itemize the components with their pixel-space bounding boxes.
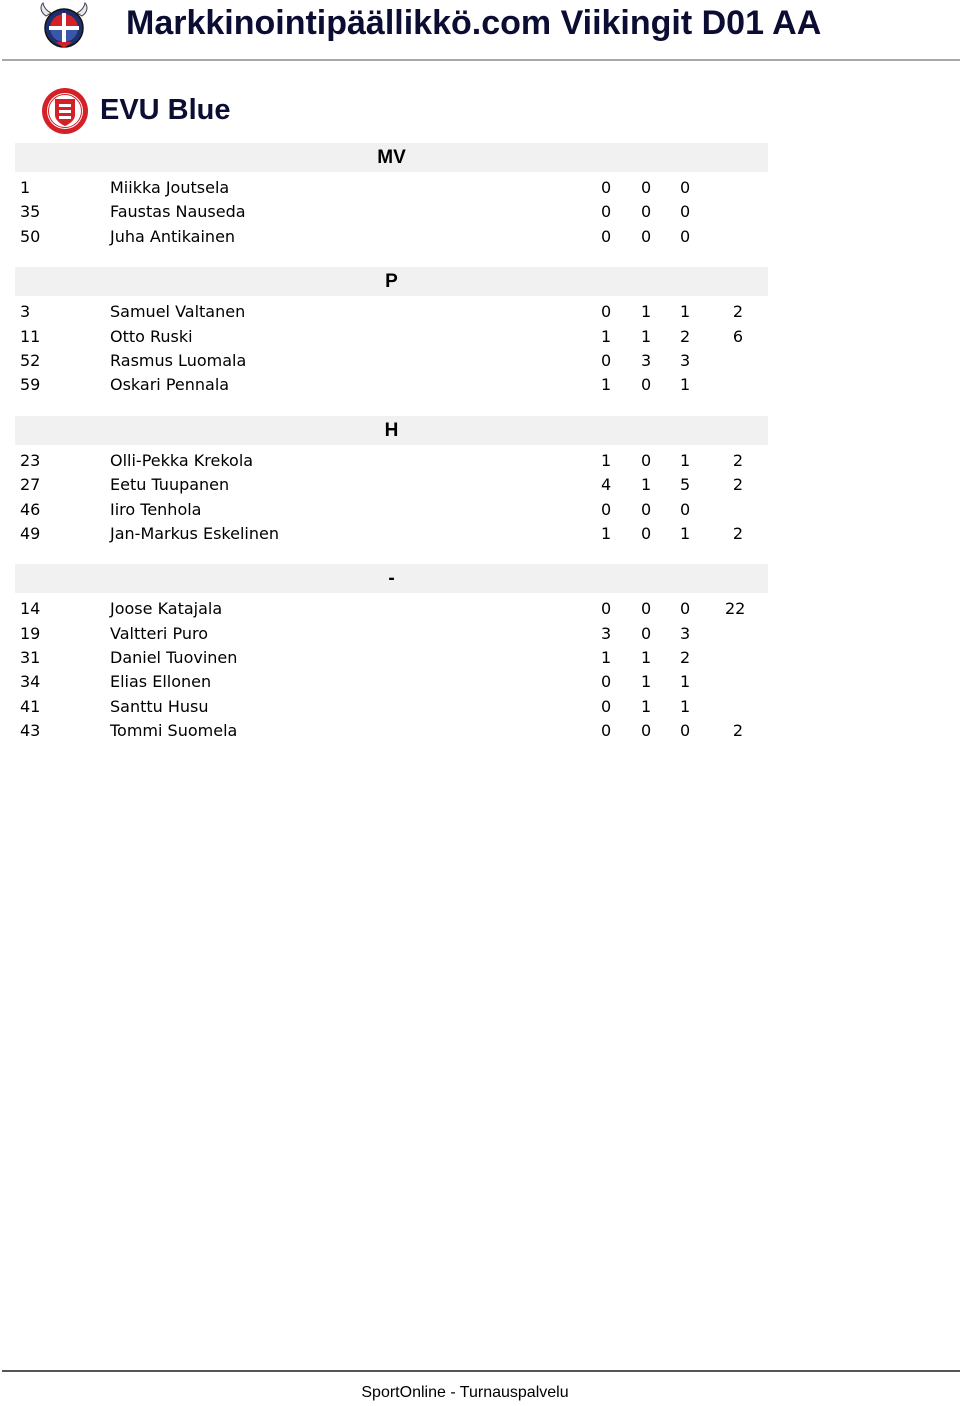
evu-crest-icon	[40, 86, 90, 136]
footer-text: SportOnline - Turnauspalvelu	[361, 1384, 569, 1401]
stat-3: 0	[680, 499, 691, 519]
player-number: 49	[20, 523, 41, 543]
stat-1: 1	[601, 326, 612, 346]
player-row	[15, 646, 768, 670]
stat-4: 2	[732, 721, 743, 741]
player-row	[15, 300, 768, 324]
group-label: P	[385, 271, 398, 293]
page-title: Markkinointipäällikkö.com Viikingit D01 AA	[126, 4, 822, 42]
stat-3: 0	[680, 178, 691, 197]
player-number: 31	[20, 648, 41, 668]
player-row	[15, 325, 768, 349]
player-row	[15, 200, 768, 224]
roster-table	[15, 143, 768, 762]
player-name: Joose Katajala	[110, 599, 223, 619]
stat-3: 1	[680, 302, 691, 322]
stat-4: 2	[732, 450, 743, 470]
player-row	[15, 373, 768, 397]
player-number: 41	[20, 696, 41, 716]
position-group	[15, 267, 768, 398]
player-row	[15, 670, 768, 694]
stat-3: 1	[680, 523, 691, 543]
player-row	[15, 695, 768, 719]
page-header	[0, 0, 960, 62]
stat-2: 3	[641, 350, 652, 370]
position-group	[15, 416, 768, 547]
player-name: Jan-Markus Eskelinen	[110, 523, 279, 543]
player-name: Juha Antikainen	[110, 226, 236, 246]
stat-3: 0	[680, 721, 691, 741]
stat-3: 2	[680, 648, 691, 668]
player-row	[15, 719, 768, 743]
player-row	[15, 498, 768, 522]
stat-4: 2	[732, 475, 743, 495]
stat-1: 3	[601, 623, 612, 643]
player-name: Tommi Suomela	[110, 721, 238, 741]
group-header	[15, 267, 768, 296]
stat-2: 0	[641, 599, 652, 619]
stat-2: 1	[641, 326, 652, 346]
stat-2: 1	[641, 672, 652, 692]
stat-3: 1	[680, 450, 691, 470]
stat-1: 0	[601, 178, 612, 197]
stat-2: 1	[641, 696, 652, 716]
stat-3: 5	[680, 475, 691, 495]
player-row	[15, 176, 768, 200]
stat-3: 0	[680, 226, 691, 246]
stat-2: 1	[641, 648, 652, 668]
position-group	[15, 564, 768, 743]
stat-2: 0	[641, 523, 652, 543]
stat-2: 1	[641, 475, 652, 495]
player-name: Eetu Tuupanen	[110, 475, 230, 495]
stat-4: 22	[725, 599, 746, 619]
stat-1: 0	[601, 350, 612, 370]
stat-4: 2	[732, 523, 743, 543]
stat-2: 0	[641, 499, 652, 519]
stat-1: 1	[601, 375, 612, 395]
viking-helmet-shield-icon	[38, 2, 90, 50]
group-label: H	[384, 419, 399, 441]
player-number: 1	[20, 178, 31, 197]
stat-1: 0	[601, 499, 612, 519]
stat-1: 1	[601, 523, 612, 543]
group-label: -	[388, 568, 395, 590]
player-name: Elias Ellonen	[110, 672, 212, 692]
player-name: Valtteri Puro	[110, 623, 208, 643]
stat-2: 0	[641, 721, 652, 741]
player-row	[15, 225, 768, 249]
stat-3: 1	[680, 672, 691, 692]
header-divider	[2, 59, 960, 61]
player-name: Iiro Tenhola	[110, 499, 202, 519]
player-name: Faustas Nauseda	[110, 202, 246, 222]
stat-1: 4	[601, 475, 612, 495]
stat-2: 0	[641, 375, 652, 395]
player-number: 59	[20, 375, 41, 395]
player-number: 14	[20, 599, 41, 619]
player-row	[15, 349, 768, 373]
group-header	[15, 564, 768, 593]
player-number: 19	[20, 623, 41, 643]
stat-1: 0	[601, 672, 612, 692]
player-row	[15, 522, 768, 546]
stat-1: 0	[601, 202, 612, 222]
player-number: 27	[20, 475, 41, 495]
stat-1: 0	[601, 302, 612, 322]
stat-3: 1	[680, 375, 691, 395]
player-row	[15, 449, 768, 473]
stat-1: 0	[601, 721, 612, 741]
position-group	[15, 143, 768, 249]
stat-1: 0	[601, 696, 612, 716]
stat-2: 0	[641, 226, 652, 246]
player-number: 3	[20, 302, 31, 322]
stat-2: 0	[641, 178, 652, 197]
stat-4: 6	[732, 326, 743, 346]
stat-3: 0	[680, 599, 691, 619]
stat-3: 3	[680, 623, 691, 643]
team-header	[0, 84, 960, 136]
stat-2: 0	[641, 450, 652, 470]
player-row	[15, 597, 768, 621]
team-name: EVU Blue	[100, 94, 231, 126]
player-row	[15, 473, 768, 497]
group-header	[15, 416, 768, 445]
footer-divider	[2, 1370, 960, 1372]
stat-2: 0	[641, 202, 652, 222]
player-name: Otto Ruski	[110, 326, 193, 346]
player-name: Olli-Pekka Krekola	[110, 450, 254, 470]
player-row	[15, 622, 768, 646]
player-name: Miikka Joutsela	[110, 178, 230, 197]
stat-3: 3	[680, 350, 691, 370]
stat-1: 1	[601, 648, 612, 668]
player-number: 43	[20, 721, 41, 741]
player-name: Rasmus Luomala	[110, 350, 247, 370]
stat-3: 1	[680, 696, 691, 716]
player-number: 35	[20, 202, 41, 222]
player-number: 52	[20, 350, 41, 370]
stat-1: 0	[601, 599, 612, 619]
stat-2: 1	[641, 302, 652, 322]
player-name: Samuel Valtanen	[110, 302, 246, 322]
group-label: MV	[377, 147, 406, 168]
stat-2: 0	[641, 623, 652, 643]
player-number: 46	[20, 499, 41, 519]
player-name: Oskari Pennala	[110, 375, 230, 395]
player-name: Santtu Husu	[110, 696, 209, 716]
stat-1: 0	[601, 226, 612, 246]
group-header	[15, 143, 768, 172]
player-number: 50	[20, 226, 41, 246]
stat-3: 2	[680, 326, 691, 346]
stat-1: 1	[601, 450, 612, 470]
player-number: 34	[20, 672, 41, 692]
stat-3: 0	[680, 202, 691, 222]
player-name: Daniel Tuovinen	[110, 648, 238, 668]
player-number: 11	[20, 326, 41, 346]
stat-4: 2	[732, 302, 743, 322]
player-number: 23	[20, 450, 41, 470]
